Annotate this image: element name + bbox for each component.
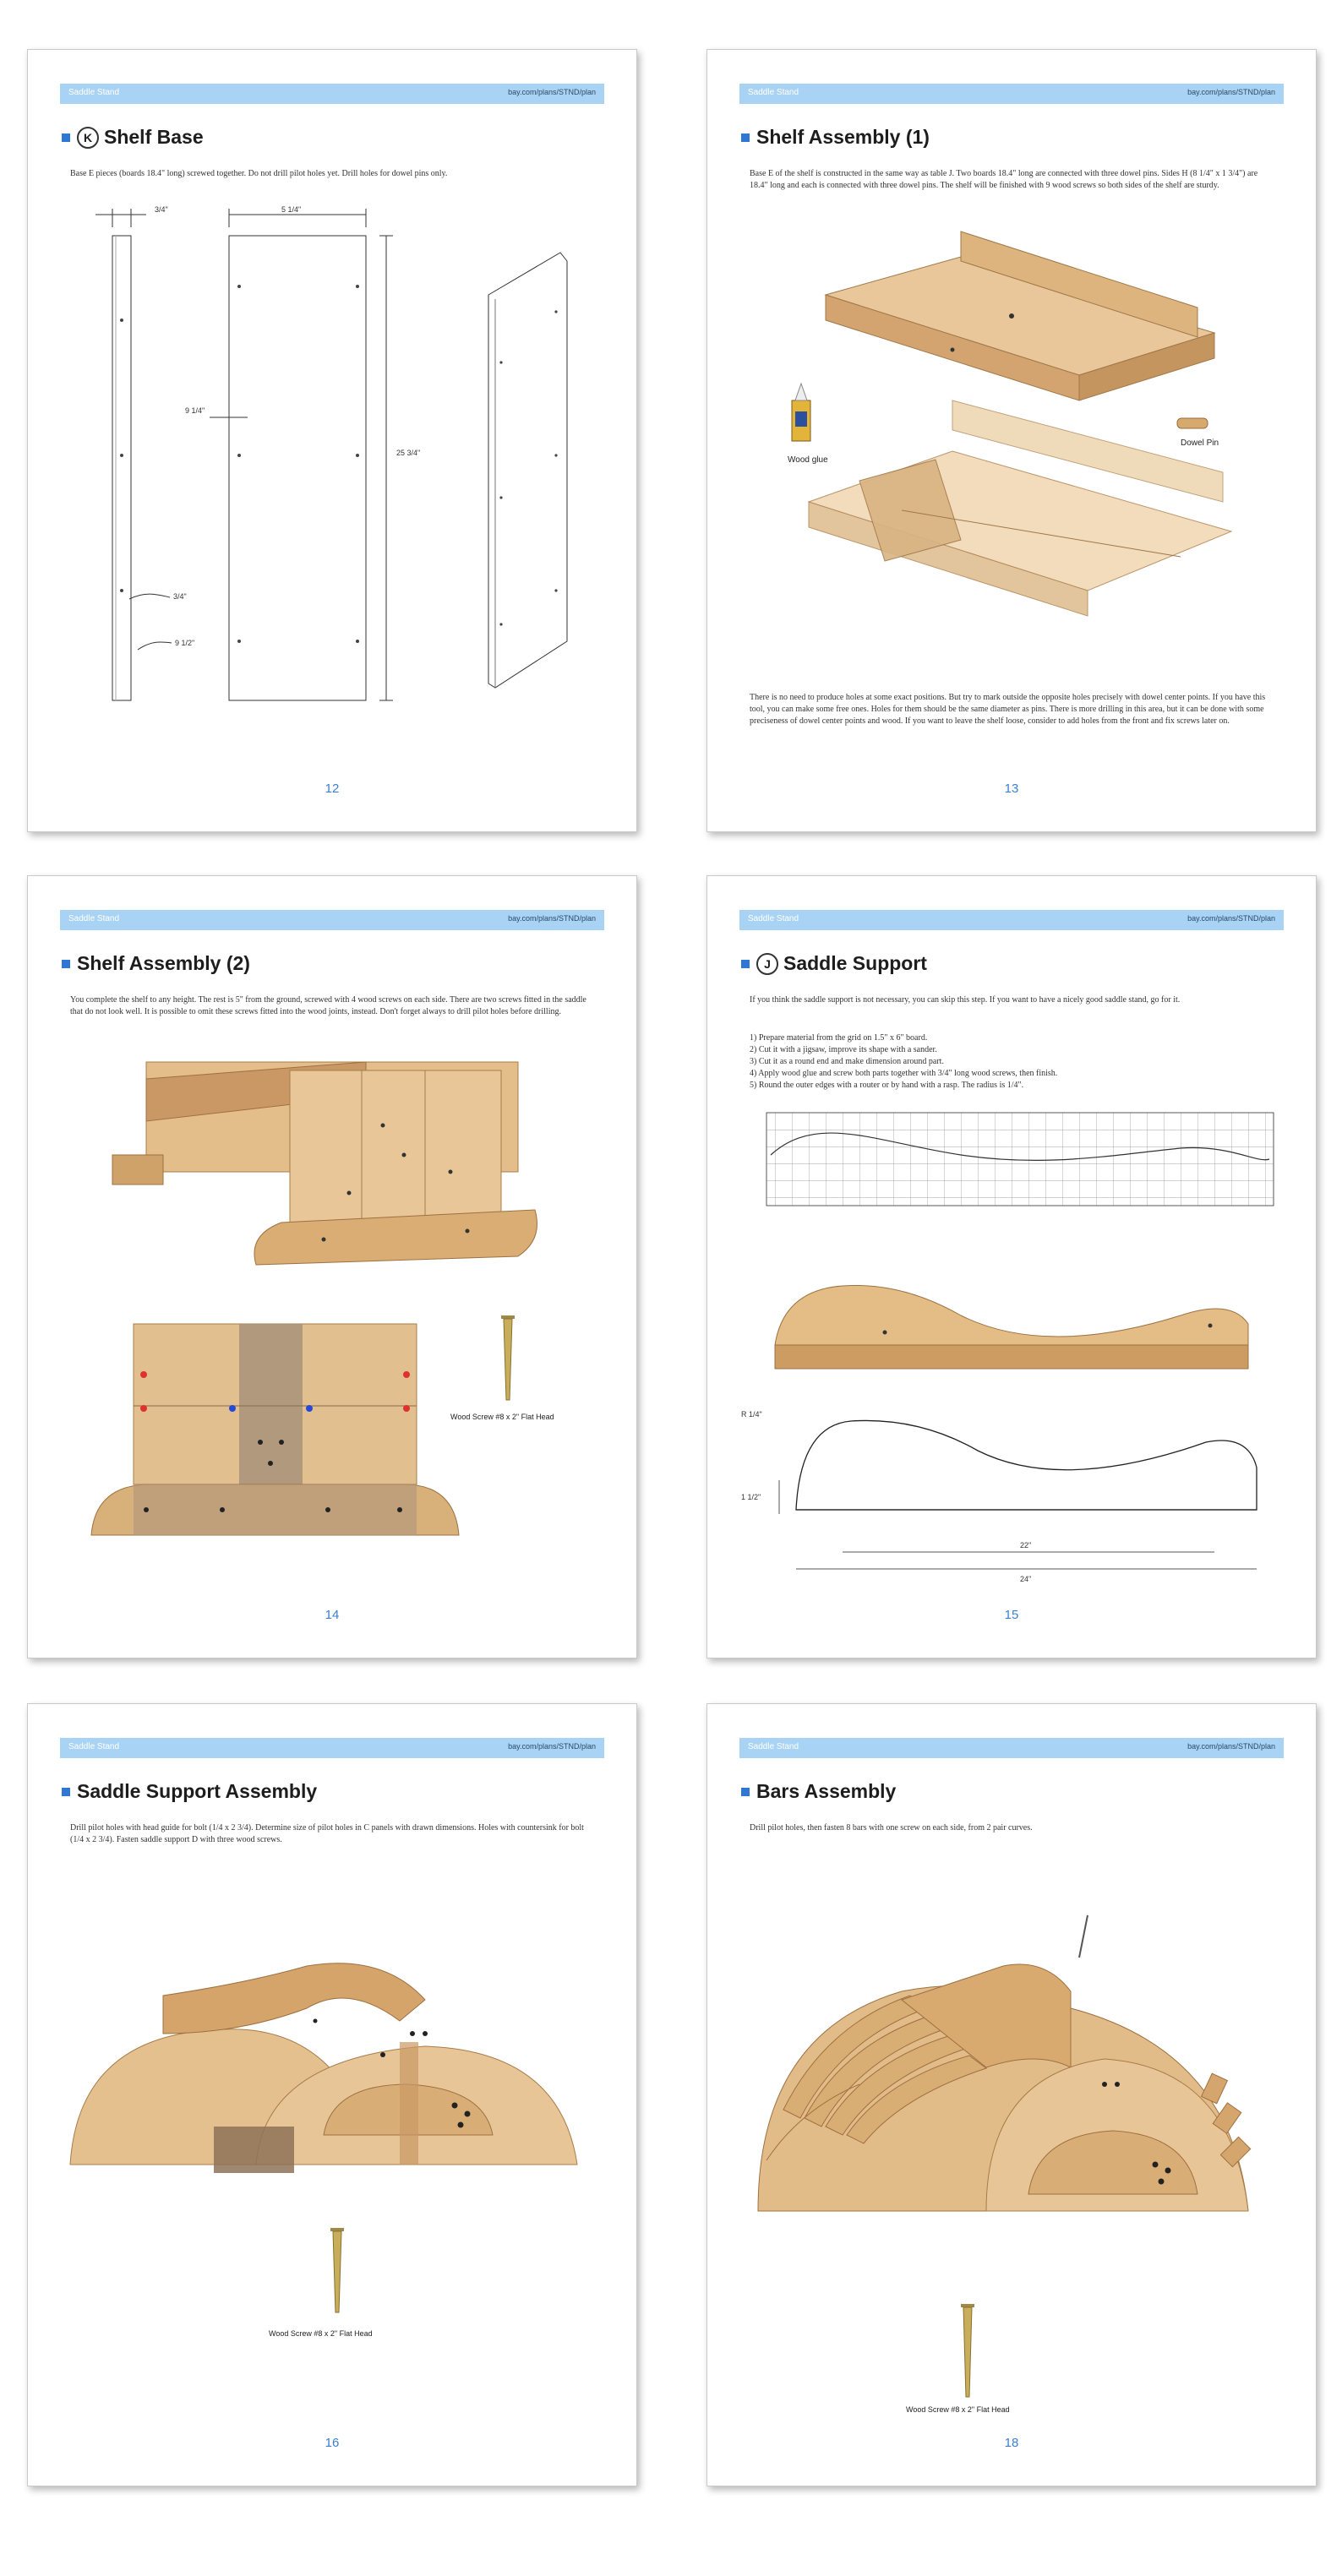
shelf-side-render — [28, 1045, 636, 1552]
dim-label: 5 1/4" — [281, 205, 302, 214]
step-item: 3) Cut it as a round end and make dimension around part. — [750, 1057, 944, 1066]
page-bars-assembly — [706, 1703, 1317, 2486]
page-number: 18 — [1004, 2436, 1019, 2450]
page-title — [62, 1780, 317, 1803]
steps-list — [750, 1032, 1274, 1092]
page-title-text: Shelf Base — [104, 126, 204, 148]
header-left: Saddle Stand — [748, 914, 799, 923]
body-text: If you think the saddle support is not necessary, you can skip this step. If you want to have a nicely good saddle stand, go for it. — [750, 995, 1181, 1005]
header-left: Saddle Stand — [68, 914, 120, 923]
part-badge: K — [77, 127, 99, 149]
body-text-2: There is no need to produce holes at some exact positions. But try to mark outside the opposite holes precisely with dowel center points. If you have this tool, you can make some free ones. Holes for them should be the same diameter as pins. There is more drilling in this area, but it can be done with some preciseness of dowel center points and wood. If you want to leave the shelf loose, consider to add holes from the front and fix screws later on. — [750, 693, 1266, 726]
dim-label: 9 1/4" — [185, 406, 205, 415]
header-right: bay.com/plans/STND/plan — [1187, 914, 1275, 923]
page-header — [60, 84, 604, 104]
page-shelf-base — [27, 49, 637, 832]
header-left: Saddle Stand — [748, 88, 799, 97]
dim-label: R 1/4" — [741, 1410, 762, 1419]
header-right: bay.com/plans/STND/plan — [508, 1742, 596, 1751]
page-shelf-assembly-1 — [706, 49, 1317, 832]
screw-label: Wood Screw #8 x 2" Flat Head — [450, 1413, 554, 1421]
shelf-base-drawing — [28, 202, 636, 810]
dim-label: 3/4" — [173, 592, 187, 601]
page-saddle-support-assembly — [27, 1703, 637, 2486]
page-title — [62, 952, 250, 975]
page-header — [60, 1738, 604, 1758]
page-header — [739, 1738, 1284, 1758]
dim-label: 3/4" — [155, 205, 168, 214]
part-badge: J — [756, 953, 778, 975]
bullet-square-icon — [741, 960, 750, 968]
page-header — [739, 910, 1284, 930]
bullet-square-icon — [741, 1788, 750, 1796]
page-title — [62, 126, 204, 149]
body-text: Drill pilot holes with head guide for bolt (1/4 x 2 3/4). Determine size of pilot holes in C panels with drawn dimensions. Holes with countersink for bolt (1/4 x 2 3/4). Fasten saddle support D with three wood screws. — [70, 1823, 584, 1844]
bullet-square-icon — [741, 133, 750, 142]
header-right: bay.com/plans/STND/plan — [1187, 88, 1275, 96]
page-number: 13 — [1004, 782, 1019, 796]
page-saddle-support — [706, 875, 1317, 1658]
page-number: 16 — [325, 2436, 340, 2450]
body-text: Drill pilot holes, then fasten 8 bars with one screw on each side, from 2 pair curves. — [750, 1823, 1033, 1833]
page-title — [741, 1780, 896, 1803]
dim-label: 24" — [1020, 1575, 1032, 1583]
bullet-square-icon — [62, 960, 70, 968]
page-shelf-assembly-2 — [27, 875, 637, 1658]
page-number: 15 — [1004, 1608, 1019, 1622]
page-header — [739, 84, 1284, 104]
dim-label: 1 1/2" — [741, 1493, 761, 1501]
body-text: Base E of the shelf is constructed in the same way as table J. Two boards 18.4" long are connected with three dowel pins. Sides H (8 1/4" x 1 3/4") are 18.4" long and each is connected with three dowel pins. The shelf will be finished with 9 wood screws so both sides of the shelf are sturdy. — [750, 169, 1258, 190]
bullet-square-icon — [62, 133, 70, 142]
header-left: Saddle Stand — [68, 1742, 120, 1751]
page-title — [741, 126, 930, 149]
dim-label: 25 3/4" — [396, 449, 421, 457]
bars-assembly-render — [707, 1856, 1316, 2448]
page-header — [60, 910, 604, 930]
saddle-support-grid — [707, 1096, 1316, 1620]
screw-label: Wood Screw #8 x 2" Flat Head — [906, 2405, 1010, 2414]
shelf-assembly-render — [707, 219, 1316, 658]
step-item: 5) Round the outer edges with a router or by hand with a rasp. The radius is 1/4". — [750, 1081, 1024, 1090]
bullet-square-icon — [62, 1788, 70, 1796]
header-right: bay.com/plans/STND/plan — [508, 914, 596, 923]
glue-label: Wood glue — [788, 455, 828, 465]
header-left: Saddle Stand — [68, 88, 120, 97]
saddle-assembly-render — [28, 1873, 636, 2464]
page-title — [741, 952, 927, 975]
dowel-label: Dowel Pin — [1181, 438, 1219, 448]
header-left: Saddle Stand — [748, 1742, 799, 1751]
page-title-text: Shelf Assembly (2) — [77, 952, 250, 974]
dim-label: 9 1/2" — [175, 639, 195, 647]
step-item: 4) Apply wood glue and screw both parts together with 3/4" long wood screws, then finish. — [750, 1069, 1058, 1078]
step-item: 2) Cut it with a jigsaw, improve its shape with a sander. — [750, 1045, 937, 1054]
page-number: 14 — [325, 1608, 340, 1622]
page-title-text: Saddle Support — [783, 952, 927, 974]
body-text: Base E pieces (boards 18.4" long) screwed together. Do not drill pilot holes yet. Drill holes for dowel pins only. — [70, 169, 448, 178]
header-right: bay.com/plans/STND/plan — [508, 88, 596, 96]
body-text: You complete the shelf to any height. The rest is 5" from the ground, screwed with 4 wood screws on each side. There are two screws fitted in the saddle that do not look well. It is possible to omit these screws fitted into the wood joints, instead. Don't forget always to drill pilot holes before drilling. — [70, 995, 586, 1016]
page-title-text: Bars Assembly — [756, 1780, 897, 1802]
dim-label: 22" — [1020, 1541, 1032, 1549]
page-title-text: Shelf Assembly (1) — [756, 126, 930, 148]
step-item: 1) Prepare material from the grid on 1.5" x 6" board. — [750, 1033, 928, 1043]
page-title-text: Saddle Support Assembly — [77, 1780, 318, 1802]
header-right: bay.com/plans/STND/plan — [1187, 1742, 1275, 1751]
screw-label: Wood Screw #8 x 2" Flat Head — [269, 2329, 373, 2338]
page-number: 12 — [325, 782, 340, 796]
